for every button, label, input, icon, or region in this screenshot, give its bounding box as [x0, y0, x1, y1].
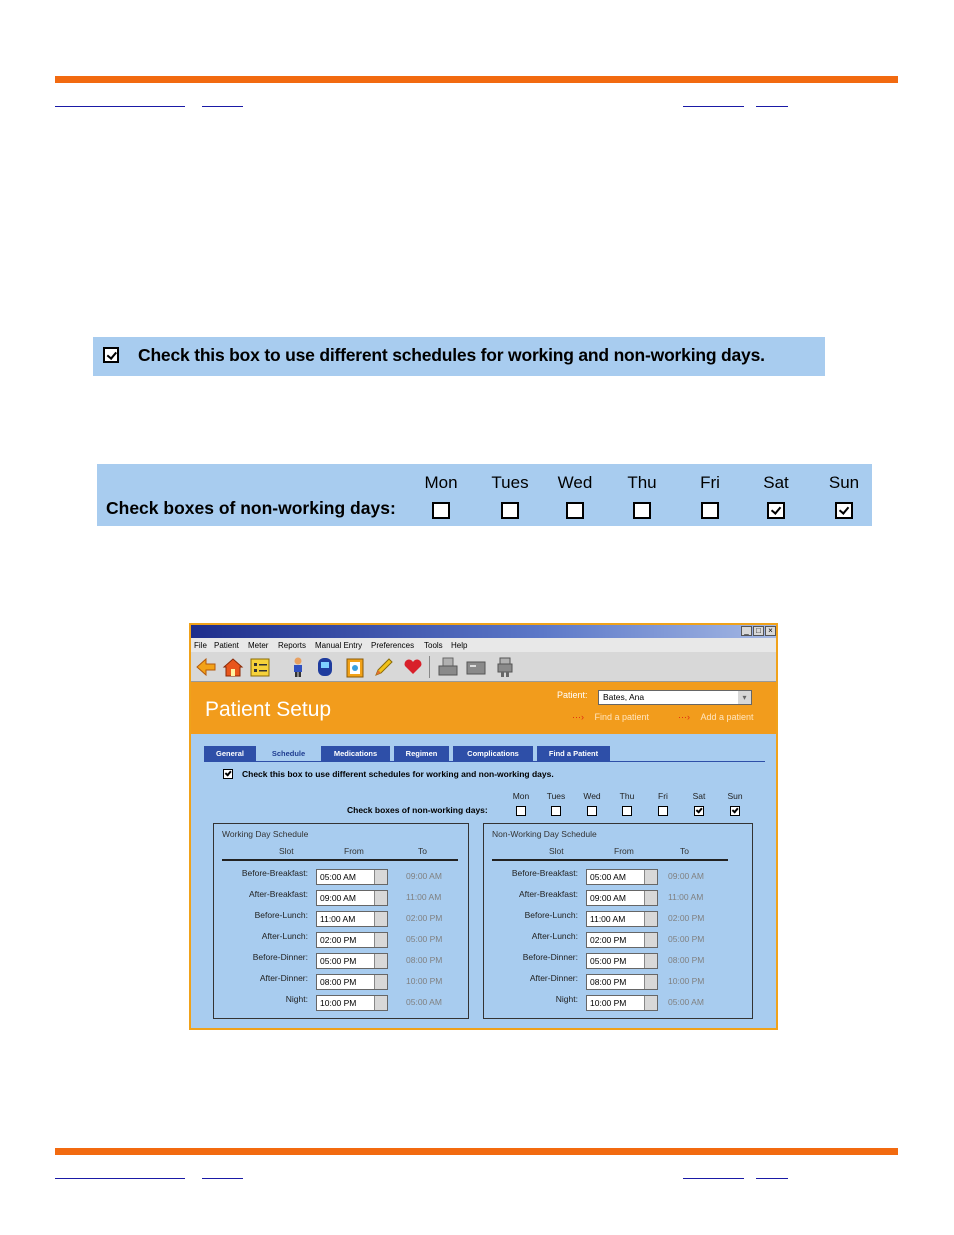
day-label-3: Thu [627, 473, 657, 492]
app-day-label-3: Thu [619, 791, 635, 801]
pencil-icon[interactable] [373, 656, 395, 678]
col-from: From [344, 846, 364, 856]
from-time-input[interactable]: 05:00 PM [316, 953, 388, 969]
app-day-label-5: Sat [692, 791, 706, 801]
col-slot: Slot [279, 846, 294, 856]
slot-label: After-Breakfast: [518, 889, 578, 899]
schedule-checkbox-label: Check this box to use different schedules for working and non-working days. [138, 345, 765, 365]
non-working-days-label: Check boxes of non-working days: [106, 498, 396, 518]
to-time: 09:00 AM [406, 871, 442, 881]
day-label-0: Mon [424, 473, 458, 492]
to-time: 08:00 PM [668, 955, 705, 965]
col-from: From [614, 846, 634, 856]
to-time: 05:00 AM [668, 997, 704, 1007]
to-time: 02:00 PM [406, 913, 443, 923]
arrow-right-icon: ⋯› [678, 712, 690, 722]
tab-5[interactable]: Find a Patient [537, 746, 610, 762]
slot-label: After-Lunch: [531, 931, 578, 941]
person-icon[interactable] [287, 656, 309, 678]
slot-label: Night: [555, 994, 578, 1004]
bottom-orange-rule [55, 1148, 898, 1155]
meter-icon[interactable] [314, 656, 336, 678]
app-day-checkbox-2[interactable] [587, 806, 597, 816]
device-icon[interactable] [494, 656, 516, 678]
to-time: 05:00 AM [406, 997, 442, 1007]
close-icon[interactable]: × [765, 626, 776, 636]
slot-label: Night: [285, 994, 308, 1004]
day-label-1: Tues [491, 473, 529, 492]
top-nav-link-3[interactable] [683, 106, 744, 107]
from-time-input[interactable]: 09:00 AM [316, 890, 388, 906]
day-checkbox-4[interactable] [701, 502, 719, 519]
app-day-checkbox-3[interactable] [622, 806, 632, 816]
from-time-input[interactable]: 02:00 PM [316, 932, 388, 948]
slot-label: After-Lunch: [261, 931, 308, 941]
clipboard-icon[interactable] [344, 656, 366, 678]
day-checkbox-5[interactable] [767, 502, 785, 519]
working-day-schedule [213, 823, 469, 1019]
slot-label: After-Dinner: [259, 973, 308, 983]
schedule-checkbox-banner [93, 337, 825, 376]
menu-item-7[interactable]: Help [451, 641, 468, 650]
maximize-icon[interactable]: □ [753, 626, 764, 636]
day-checkbox-2[interactable] [566, 502, 584, 519]
app-day-checkbox-6[interactable] [730, 806, 740, 816]
toolbar [191, 652, 776, 682]
menu-item-4[interactable]: Manual Entry [315, 641, 363, 650]
to-time: 08:00 PM [406, 955, 443, 965]
menu-item-5[interactable]: Preferences [371, 641, 415, 650]
day-checkbox-0[interactable] [432, 502, 450, 519]
from-time-input[interactable]: 11:00 AM [586, 911, 658, 927]
card-reader-icon[interactable] [465, 656, 487, 678]
patient-select[interactable]: Bates, Ana ▾ [598, 690, 752, 705]
top-nav-link-4[interactable] [756, 106, 788, 107]
to-time: 05:00 PM [668, 934, 705, 944]
slot-label: Before-Breakfast: [511, 868, 578, 878]
slot-label: After-Breakfast: [248, 889, 308, 899]
col-to: To [418, 846, 427, 856]
header-rule [222, 859, 458, 861]
tab-2[interactable]: Medications [321, 746, 390, 762]
day-checkbox-1[interactable] [501, 502, 519, 519]
top-orange-rule [55, 76, 898, 83]
to-time: 02:00 PM [668, 913, 705, 923]
menu-item-3[interactable]: Reports [278, 641, 307, 650]
app-day-checkbox-5[interactable] [694, 806, 704, 816]
tab-0[interactable]: General [204, 746, 256, 762]
arrow-right-icon: ⋯› [572, 712, 584, 722]
header-rule [492, 859, 728, 861]
tab-4[interactable]: Complications [453, 746, 533, 762]
minimize-icon[interactable]: _ [741, 626, 752, 636]
menu-item-6[interactable]: Tools [424, 641, 443, 650]
slot-label: Before-Dinner: [252, 952, 308, 962]
app-day-label-1: Tues [546, 791, 566, 801]
non-working-days-app-label: Check boxes of non-working days: [347, 805, 488, 815]
top-nav-link-1[interactable] [55, 106, 185, 107]
col-to: To [680, 846, 689, 856]
schedule-checkbox[interactable] [103, 347, 119, 363]
from-time-input[interactable]: 05:00 AM [586, 869, 658, 885]
col-slot: Slot [549, 846, 564, 856]
day-label-5: Sat [763, 473, 789, 492]
menu-item-2[interactable]: Meter [248, 641, 269, 650]
patient-label: Patient: [557, 690, 588, 700]
heart-icon[interactable] [402, 656, 424, 678]
from-time-input[interactable]: 11:00 AM [316, 911, 388, 927]
app-day-label-0: Mon [512, 791, 530, 801]
printer-icon[interactable] [437, 656, 459, 678]
app-day-label-2: Wed [583, 791, 601, 801]
bottom-nav-link-4[interactable] [756, 1178, 788, 1179]
checklist-icon[interactable] [249, 656, 271, 678]
app-day-label-4: Fri [658, 791, 668, 801]
tab-1[interactable]: Schedule [260, 746, 317, 762]
day-label-6: Sun [828, 473, 860, 492]
menu-item-1[interactable]: Patient [214, 641, 239, 650]
schedule-title: Working Day Schedule [222, 829, 309, 839]
bottom-nav-link-2[interactable] [202, 1178, 243, 1179]
menu-bar [191, 638, 776, 652]
schedule-title: Non-Working Day Schedule [492, 829, 597, 839]
from-time-input[interactable]: 10:00 PM [316, 995, 388, 1011]
bottom-nav-link-1[interactable] [55, 1178, 185, 1179]
home-icon[interactable] [222, 656, 244, 678]
back-arrow-icon[interactable] [195, 656, 217, 678]
top-nav-link-2[interactable] [202, 106, 243, 107]
schedule-checkbox-app[interactable] [223, 769, 233, 779]
toolbar-separator [429, 656, 430, 678]
non-working-day-schedule [483, 823, 753, 1019]
from-time-input[interactable]: 08:00 PM [586, 974, 658, 990]
from-time-input[interactable]: 09:00 AM [586, 890, 658, 906]
from-time-input[interactable]: 05:00 AM [316, 869, 388, 885]
schedule-checkbox-app-label: Check this box to use different schedules for working and non-working days. [242, 769, 554, 779]
slot-label: Before-Lunch: [254, 910, 308, 920]
app-day-checkbox-4[interactable] [658, 806, 668, 816]
day-checkbox-3[interactable] [633, 502, 651, 519]
slot-label: After-Dinner: [529, 973, 578, 983]
menu-item-0[interactable]: File [194, 641, 207, 650]
bottom-nav-link-3[interactable] [683, 1178, 744, 1179]
to-time: 11:00 AM [668, 892, 704, 902]
from-time-input[interactable]: 10:00 PM [586, 995, 658, 1011]
to-time: 10:00 PM [668, 976, 705, 986]
app-day-checkbox-0[interactable] [516, 806, 526, 816]
from-time-input[interactable]: 05:00 PM [586, 953, 658, 969]
to-time: 05:00 PM [406, 934, 443, 944]
app-day-label-6: Sun [727, 791, 743, 801]
non-working-days-banner [97, 464, 872, 526]
day-checkbox-6[interactable] [835, 502, 853, 519]
slot-label: Before-Dinner: [522, 952, 578, 962]
slot-label: Before-Lunch: [524, 910, 578, 920]
slot-label: Before-Breakfast: [241, 868, 308, 878]
to-time: 11:00 AM [406, 892, 442, 902]
to-time: 09:00 AM [668, 871, 704, 881]
day-label-4: Fri [700, 473, 720, 492]
from-time-input[interactable]: 08:00 PM [316, 974, 388, 990]
tab-3[interactable]: Regimen [394, 746, 449, 762]
from-time-input[interactable]: 02:00 PM [586, 932, 658, 948]
page-title: Patient Setup [205, 698, 332, 721]
add-patient-link[interactable]: ⋯› Add a patient [678, 712, 754, 722]
app-window [189, 623, 778, 1030]
day-label-2: Wed [557, 473, 593, 492]
title-bar [191, 625, 776, 638]
app-day-checkbox-1[interactable] [551, 806, 561, 816]
to-time: 10:00 PM [406, 976, 443, 986]
find-patient-link[interactable]: ⋯› Find a patient [572, 712, 650, 722]
